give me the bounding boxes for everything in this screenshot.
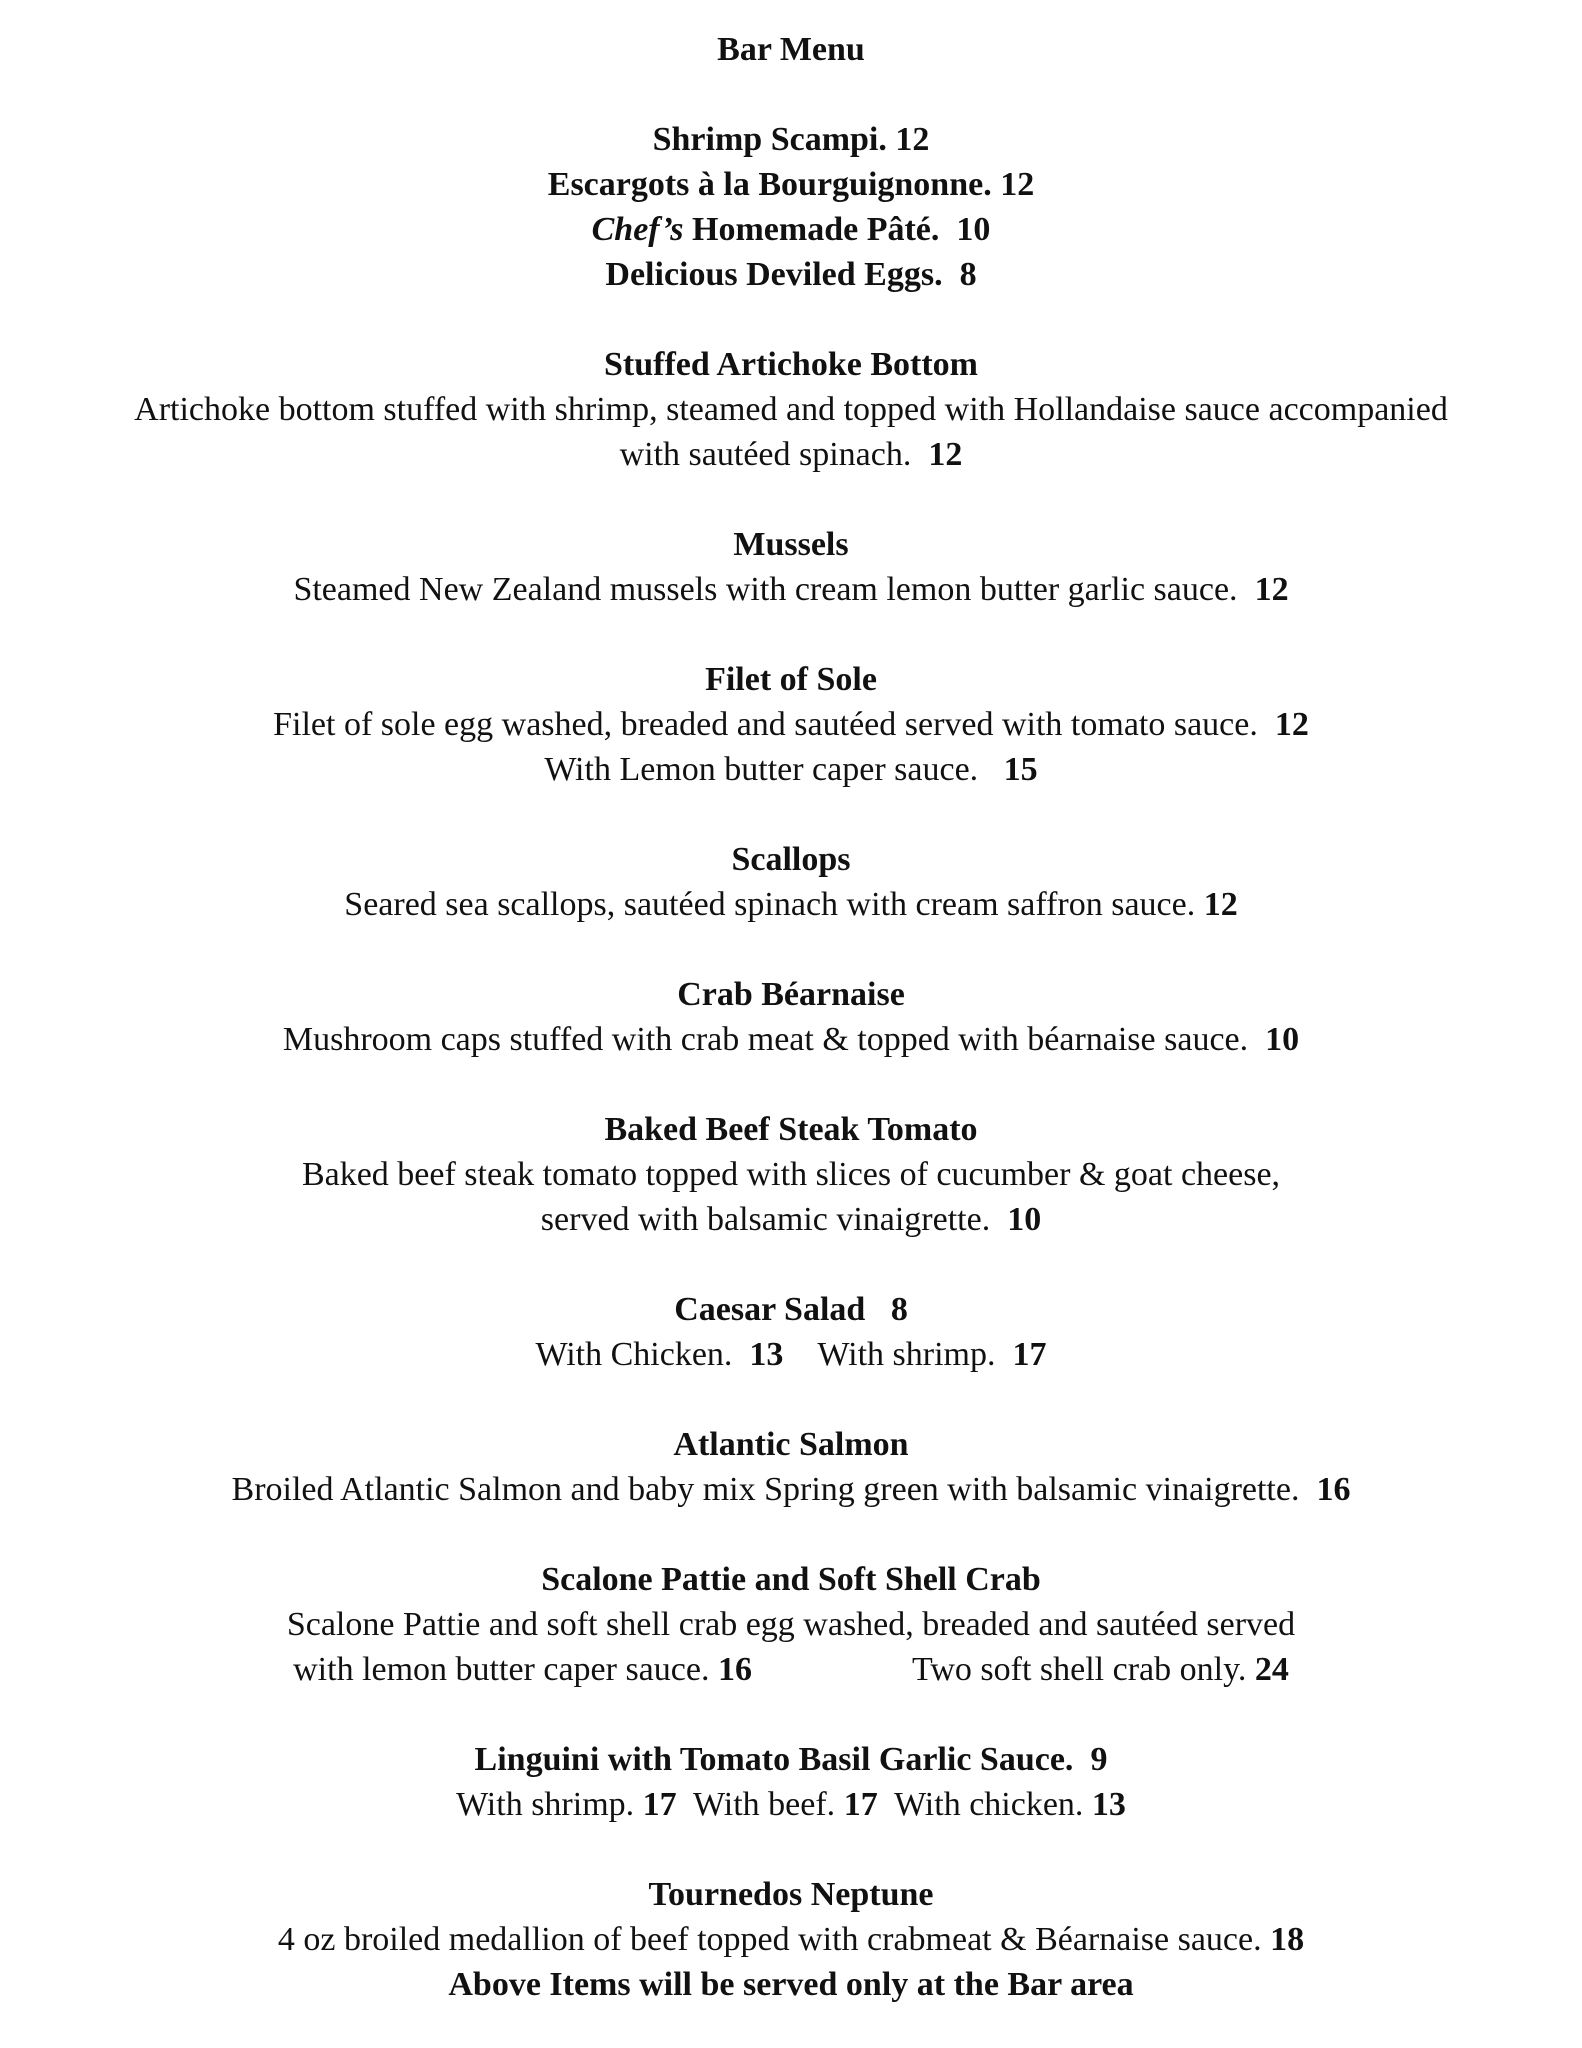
item-desc-salmon <box>0 1467 1582 1512</box>
item-desc: With Lemon butter caper sauce. <box>544 751 979 788</box>
item-price: 16 <box>717 1651 752 1688</box>
item-price: 8 <box>890 1291 908 1328</box>
option-label: Two soft shell crab only. <box>911 1651 1247 1688</box>
item-title-artichoke: Stuffed Artichoke Bottom <box>604 346 978 383</box>
item-name: Shrimp Scampi. <box>652 121 887 158</box>
option-label: With chicken. <box>894 1786 1084 1823</box>
item-price: 10 <box>956 211 991 248</box>
menu-item-shrimp-scampi <box>0 117 1582 162</box>
item-title-crab-bearnaise: Crab Béarnaise <box>677 976 905 1013</box>
item-price: 16 <box>1316 1471 1351 1508</box>
item-desc: Filet of sole egg washed, breaded and sautéed served with tomato sauce. <box>273 706 1258 743</box>
item-title-mussels: Mussels <box>733 526 849 563</box>
item-name: Linguini with Tomato Basil Garlic Sauce. <box>474 1741 1074 1778</box>
item-title-linguini <box>0 1737 1582 1782</box>
item-name: Escargots à la Bourguignonne. <box>547 166 992 203</box>
option-label: With shrimp. <box>817 1336 996 1373</box>
option-price: 17 <box>843 1786 878 1823</box>
item-desc: Steamed New Zealand mussels with cream lemon butter garlic sauce. <box>293 571 1238 608</box>
item-options-linguini <box>0 1782 1582 1827</box>
item-title-tomato: Baked Beef Steak Tomato <box>604 1111 978 1148</box>
menu-item-deviled-eggs <box>0 252 1582 297</box>
option-price: 13 <box>749 1336 784 1373</box>
item-price: 10 <box>1265 1021 1300 1058</box>
item-desc-tournedos <box>0 1917 1582 1962</box>
menu-title: Bar Menu <box>717 31 865 68</box>
item-desc-mussels <box>0 567 1582 612</box>
item-price: 8 <box>959 256 977 293</box>
item-desc-sole-2 <box>0 747 1582 792</box>
item-desc: served with balsamic vinaigrette. <box>540 1201 991 1238</box>
item-desc: with sautéed spinach. <box>619 436 912 473</box>
item-desc: Broiled Atlantic Salmon and baby mix Spring green with balsamic vinaigrette. <box>231 1471 1300 1508</box>
item-price: 12 <box>1000 166 1035 203</box>
item-title-sole: Filet of Sole <box>705 661 877 698</box>
item-title-scalone: Scalone Pattie and Soft Shell Crab <box>541 1561 1041 1598</box>
item-desc-scalone-2 <box>0 1647 1582 1692</box>
item-desc-scalone-1: Scalone Pattie and soft shell crab egg washed, breaded and sautéed served <box>286 1606 1296 1643</box>
item-desc-artichoke-1: Artichoke bottom stuffed with shrimp, steamed and topped with Hollandaise sauce accompanied <box>134 391 1448 428</box>
item-options-caesar <box>0 1332 1582 1377</box>
item-title-caesar <box>0 1287 1582 1332</box>
item-name: Homemade Pâté. <box>692 211 940 248</box>
menu-footer-note: Above Items will be served only at the Bar area <box>448 1966 1134 2003</box>
item-desc-crab-bearnaise <box>0 1017 1582 1062</box>
option-price: 17 <box>642 1786 677 1823</box>
item-price: 9 <box>1090 1741 1108 1778</box>
menu-item-pate <box>0 207 1582 252</box>
option-label: With Chicken. <box>535 1336 733 1373</box>
option-label: With beef. <box>693 1786 836 1823</box>
item-desc: 4 oz broiled medallion of beef topped with crabmeat & Béarnaise sauce. <box>277 1921 1262 1958</box>
option-label: With shrimp. <box>456 1786 635 1823</box>
item-name: Caesar Salad <box>674 1291 866 1328</box>
option-price: 13 <box>1091 1786 1126 1823</box>
item-desc: with lemon butter caper sauce. <box>293 1651 710 1688</box>
item-title-scallops: Scallops <box>731 841 851 878</box>
item-price: 12 <box>895 121 930 158</box>
item-name: Delicious Deviled Eggs. <box>605 256 943 293</box>
item-desc-scallops <box>0 882 1582 927</box>
item-desc-artichoke-2 <box>0 432 1582 477</box>
option-price: 24 <box>1254 1651 1289 1688</box>
item-desc-sole-1 <box>0 702 1582 747</box>
item-price: 15 <box>1003 751 1038 788</box>
item-price: 18 <box>1270 1921 1305 1958</box>
item-price: 12 <box>1254 571 1289 608</box>
item-desc-tomato-1: Baked beef steak tomato topped with slices of cucumber & goat cheese, <box>301 1156 1281 1193</box>
item-desc: Seared sea scallops, sautéed spinach with cream saffron sauce. <box>344 886 1196 923</box>
item-title-salmon: Atlantic Salmon <box>673 1426 909 1463</box>
item-name-italic: Chef’s <box>591 211 684 248</box>
item-price: 12 <box>928 436 963 473</box>
menu-item-escargots <box>0 162 1582 207</box>
item-title-tournedos: Tournedos Neptune <box>648 1876 934 1913</box>
item-price: 12 <box>1274 706 1309 743</box>
item-desc: Mushroom caps stuffed with crab meat & topped with béarnaise sauce. <box>282 1021 1249 1058</box>
option-price: 17 <box>1012 1336 1047 1373</box>
item-price: 12 <box>1203 886 1238 923</box>
item-desc-tomato-2 <box>0 1197 1582 1242</box>
item-price: 10 <box>1007 1201 1042 1238</box>
